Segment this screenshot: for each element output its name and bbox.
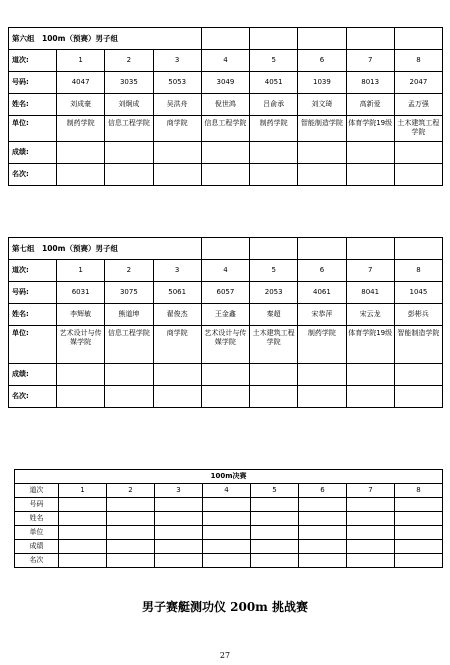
table-cell [346,28,394,50]
unit-cell: 制药学院 [57,116,105,142]
unit-cell: 体育学院19级 [346,116,394,142]
lane-cell: 2 [105,260,153,282]
number-cell: 3075 [105,282,153,304]
rank-cell [153,164,201,186]
name-cell: 刘炯成 [105,94,153,116]
table-cell [250,28,298,50]
number-row [9,282,443,304]
result-cell [105,142,153,164]
name-cell: 熊道坤 [105,304,153,326]
lane-cell: 3 [155,484,203,498]
name-cell: 刘成豪 [57,94,105,116]
rank-cell [346,386,394,408]
rank-row [9,386,443,408]
result-row [9,364,443,386]
table-cell [298,28,346,50]
lane-cell: 7 [346,260,394,282]
rank-cell [105,386,153,408]
rank-cell [298,164,346,186]
unit-label: 单位: [9,326,57,364]
result-label: 成绩: [9,142,57,164]
result-cell [250,364,298,386]
rank-cell [298,386,346,408]
group6-title: 第六组 100m（预赛）男子组 [9,28,202,50]
number-cell: 4051 [250,72,298,94]
lane-cell: 2 [107,484,155,498]
result-cell [201,364,249,386]
number-cell: 4047 [57,72,105,94]
unit-cell: 制药学院 [250,116,298,142]
lane-cell: 7 [346,50,394,72]
number-label: 号码 [15,498,59,512]
number-cell: 3035 [105,72,153,94]
group6-table [8,27,443,186]
lane-cell: 8 [394,50,442,72]
lane-cell: 3 [153,50,201,72]
name-cell: 孟万强 [394,94,442,116]
number-cell: 5061 [153,282,201,304]
unit-cell: 艺术设计与传媒学院 [57,326,105,364]
unit-label: 单位 [15,526,59,540]
final-title: 100m决赛 [15,470,443,484]
result-cell [346,142,394,164]
number-label: 号码: [9,72,57,94]
rank-label: 名次 [15,554,59,568]
name-cell: 刘文琦 [298,94,346,116]
result-cell [153,364,201,386]
result-row [15,540,443,554]
name-cell: 宋恭萍 [298,304,346,326]
lane-cell: 5 [250,50,298,72]
number-cell: 1045 [394,282,442,304]
number-cell: 2047 [394,72,442,94]
result-label: 成绩 [15,540,59,554]
unit-cell: 艺术设计与传媒学院 [201,326,249,364]
result-cell [346,364,394,386]
number-cell: 1039 [298,72,346,94]
result-cell [298,364,346,386]
unit-cell: 商学院 [153,326,201,364]
table-cell [346,238,394,260]
lane-cell: 7 [347,484,395,498]
rank-cell [346,164,394,186]
unit-cell: 制药学院 [298,326,346,364]
rank-cell [57,386,105,408]
result-cell [57,142,105,164]
rank-label: 名次: [9,164,57,186]
unit-cell: 土木建筑工程学院 [250,326,298,364]
section-heading: 男子赛艇测功仪 200m 挑战赛 [141,600,309,614]
rank-cell [105,164,153,186]
name-cell: 彭彬兵 [394,304,442,326]
lane-label: 道次: [9,260,57,282]
result-cell [250,142,298,164]
name-row [15,512,443,526]
lane-label: 道次 [15,484,59,498]
unit-cell: 信息工程学院 [105,116,153,142]
table-cell [394,28,442,50]
unit-cell: 智能制造学院 [298,116,346,142]
group7-table [8,237,443,408]
lane-cell: 2 [105,50,153,72]
number-row [9,72,443,94]
lane-row [9,260,443,282]
lane-cell: 4 [203,484,251,498]
rank-label: 名次: [9,386,57,408]
number-cell: 6057 [201,282,249,304]
result-label: 成绩: [9,364,57,386]
unit-row [9,116,443,142]
number-cell: 2053 [250,282,298,304]
name-cell: 吕俞承 [250,94,298,116]
result-cell [105,364,153,386]
lane-cell: 5 [250,260,298,282]
lane-row [9,50,443,72]
result-row [9,142,443,164]
table-cell [298,238,346,260]
lane-row [15,484,443,498]
number-cell: 6031 [57,282,105,304]
number-cell: 3049 [201,72,249,94]
unit-label: 单位: [9,116,57,142]
rank-cell [250,164,298,186]
name-cell: 李辉敏 [57,304,105,326]
rank-cell [201,164,249,186]
name-cell: 宋云龙 [346,304,394,326]
lane-label: 道次: [9,50,57,72]
rank-row [15,554,443,568]
lane-cell: 8 [395,484,443,498]
result-cell [201,142,249,164]
lane-cell: 8 [394,260,442,282]
result-cell [394,364,442,386]
group7-title: 第七组 100m（预赛）男子组 [9,238,202,260]
result-cell [57,364,105,386]
rank-row [9,164,443,186]
result-cell [394,142,442,164]
number-label: 号码: [9,282,57,304]
rank-cell [201,386,249,408]
lane-cell: 4 [201,260,249,282]
rank-cell [153,386,201,408]
number-cell: 5053 [153,72,201,94]
table-cell [201,238,249,260]
lane-cell: 3 [153,260,201,282]
unit-cell: 信息工程学院 [105,326,153,364]
unit-cell: 商学院 [153,116,201,142]
lane-cell: 5 [251,484,299,498]
lane-cell: 1 [57,260,105,282]
result-cell [298,142,346,164]
name-cell: 高新爱 [346,94,394,116]
name-cell: 王金鑫 [201,304,249,326]
number-cell: 8013 [346,72,394,94]
name-cell: 倪世鸿 [201,94,249,116]
unit-row [9,326,443,364]
page-number: 27 [219,651,231,660]
name-cell: 翟俊杰 [153,304,201,326]
name-cell: 秦超 [250,304,298,326]
name-cell: 吴洪舟 [153,94,201,116]
lane-cell: 6 [298,50,346,72]
rank-cell [394,386,442,408]
name-label: 姓名: [9,304,57,326]
table-cell [250,238,298,260]
name-label: 姓名: [9,94,57,116]
table-cell [201,28,249,50]
lane-cell: 1 [57,50,105,72]
lane-cell: 4 [201,50,249,72]
unit-cell: 土木建筑工程学院 [394,116,442,142]
number-cell: 8041 [346,282,394,304]
table-cell [394,238,442,260]
rank-cell [57,164,105,186]
name-label: 姓名 [15,512,59,526]
rank-cell [394,164,442,186]
lane-cell: 6 [298,260,346,282]
rank-cell [250,386,298,408]
number-cell: 4061 [298,282,346,304]
result-cell [153,142,201,164]
unit-cell: 信息工程学院 [201,116,249,142]
unit-cell: 体育学院19级 [346,326,394,364]
unit-row [15,526,443,540]
name-row [9,304,443,326]
final-table [14,469,443,568]
lane-cell: 6 [299,484,347,498]
lane-cell: 1 [59,484,107,498]
name-row [9,94,443,116]
number-row [15,498,443,512]
unit-cell: 智能制造学院 [394,326,442,364]
